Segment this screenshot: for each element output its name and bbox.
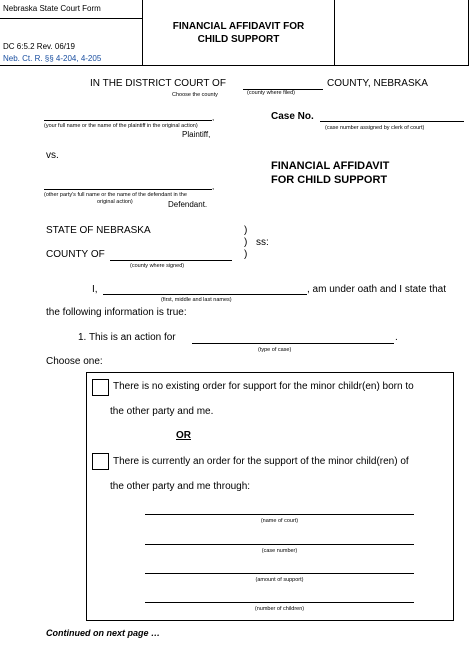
paren-3: )	[244, 249, 248, 260]
number-of-children-field[interactable]	[145, 602, 414, 603]
statute-link[interactable]: Neb. Ct. R. §§ 4-204, 4-205	[3, 54, 102, 63]
case-type-hint: (type of case)	[258, 347, 292, 353]
paren-2: )	[244, 237, 248, 248]
affiant-name-field[interactable]	[103, 294, 307, 295]
header-divider-right	[334, 0, 335, 65]
option2-line2: the other party and me through:	[110, 481, 251, 492]
no-existing-order-checkbox[interactable]	[92, 379, 109, 396]
form-source: Nebraska State Court Form	[3, 4, 101, 13]
order-case-number-hint: (case number)	[261, 548, 298, 554]
option1-line2: the other party and me.	[110, 406, 214, 417]
plaintiff-comma: ,	[212, 113, 215, 122]
court-prefix: IN THE DISTRICT COURT OF	[90, 78, 226, 89]
plaintiff-name-field[interactable]	[44, 120, 212, 121]
ss-label: ss:	[256, 237, 269, 248]
defendant-role: Defendant.	[168, 200, 208, 209]
name-of-court-hint: (name of court)	[260, 518, 299, 524]
title-line2: FOR CHILD SUPPORT	[271, 174, 388, 186]
continued-footer: Continued on next page …	[46, 628, 160, 638]
title-line1: FINANCIAL AFFIDAVIT	[271, 160, 390, 172]
affiant-name-hint: (first, middle and last names)	[161, 297, 232, 303]
case-number-hint: (case number assigned by clerk of court)	[325, 125, 425, 131]
defendant-hint-line1: (other party's full name or the name of the defendant in the	[44, 192, 187, 198]
paren-1: )	[244, 225, 248, 236]
state-label: STATE OF NEBRASKA	[46, 225, 151, 236]
existing-order-checkbox[interactable]	[92, 453, 109, 470]
court-suffix: COUNTY, NEBRASKA	[327, 78, 428, 89]
header-title-line1: FINANCIAL AFFIDAVIT FOR	[172, 21, 305, 32]
item1-text: 1. This is an action for	[78, 332, 176, 343]
defendant-comma: ,	[212, 182, 215, 191]
option2-line1: There is currently an order for the support of the minor child(ren) of	[113, 456, 409, 467]
plaintiff-role: Plaintiff,	[182, 130, 211, 139]
county-label: COUNTY OF	[46, 249, 105, 260]
county-signed-field[interactable]	[110, 260, 232, 261]
oath-suffix: , am under oath and I state that	[307, 284, 446, 295]
case-no-label: Case No.	[271, 111, 314, 122]
header-divider-left	[142, 0, 143, 65]
amount-of-support-hint: (amount of support)	[255, 577, 304, 583]
option1-line1: There is no existing order for support for the minor childr(en) born to	[113, 381, 414, 392]
oath-continuation: the following information is true:	[46, 307, 187, 318]
case-type-field[interactable]	[192, 343, 394, 344]
defendant-hint-line2: original action)	[97, 199, 133, 205]
form-number: DC 6:5.2 Rev. 06/19	[3, 42, 75, 51]
case-number-field[interactable]	[320, 121, 464, 122]
defendant-name-field[interactable]	[44, 189, 212, 190]
county-signed-hint: (county where signed)	[130, 263, 185, 269]
vs-label: vs.	[46, 150, 59, 161]
choose-county-link[interactable]: Choose the county	[172, 92, 218, 98]
header-rule	[0, 18, 142, 19]
item1-period: .	[395, 332, 398, 343]
name-of-court-field[interactable]	[145, 514, 414, 515]
county-filed-hint: (county where filed)	[247, 90, 295, 96]
amount-of-support-field[interactable]	[145, 573, 414, 574]
choose-one-label: Choose one:	[46, 356, 103, 367]
order-case-number-field[interactable]	[145, 544, 414, 545]
plaintiff-hint: (your full name or the name of the plaintiff in the original action)	[44, 123, 198, 129]
or-label: OR	[176, 430, 191, 441]
number-of-children-hint: (number of children)	[254, 606, 305, 612]
header-title-line2: CHILD SUPPORT	[197, 34, 280, 45]
oath-i: I,	[92, 284, 98, 295]
